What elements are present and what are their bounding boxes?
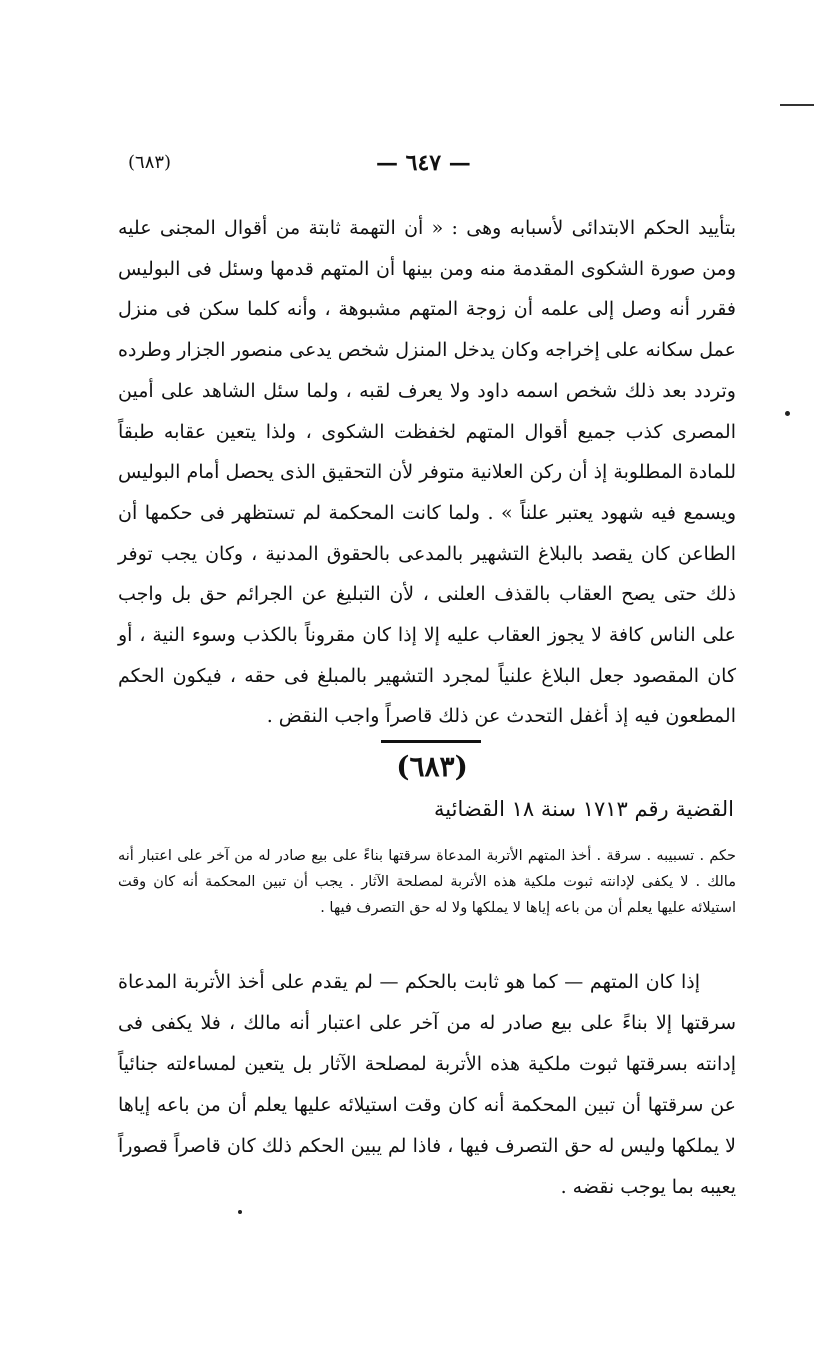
page-number: — ٦٤٧ — [376, 150, 471, 176]
case-summary: حكم . تسبيبه . سرقة . أخذ المتهم الأتربة المدعاة سرقتها بناءً على بيع صادر له من آخر على اعتبار أنه مالك . لا يكفى لإدانته ثبوت ملكية هذه الأتربة لمصلحة الآثار . يجب أن تبين المحكمة أنه كان وقت استيلائه عليها يعلم أن من باعه إياها لا يملكها ولا له حق التصرف فيها . [118, 848, 736, 916]
stray-dot [785, 411, 790, 416]
case-ruling: إذا كان المتهم — كما هو ثابت بالحكم — لم يقدم على أخذ الأتربة المدعاة سرقتها إلا بناءً على بيع صادر له من آخر على اعتبار أنه مالك ، فلا يكفى فى إدانته بسرقتها ثبوت ملكية هذه الأتربة لمصلحة الآثار بل يتعين لمساءلته جنائياً عن سرقتها أن تبين المحكمة أنه كان وقت استيلائه عليها يعلم أن من باعه إياها لا يملكها وليس له حق التصرف فيها ، فاذا لم يبين الحكم ذلك كان قاصراً قصوراً يعيبه بما يوجب نقضه . [118, 971, 736, 1198]
stray-dot [238, 1210, 242, 1214]
section-divider [381, 740, 481, 743]
case-number: (٦٨٣) [396, 750, 468, 783]
case-title: القضية رقم ١٧١٣ سنة ١٨ القضائية [434, 797, 734, 821]
continuation-paragraph: بتأييد الحكم الابتدائى لأسبابه وهى : « أن التهمة ثابتة من أقوال المجنى عليه ومن صورة الشكوى المقدمة منه ومن بينها أن المتهم قدمها وسئل فى البوليس فقرر أنه وصل إلى علمه أن زوجة المتهم مشبوهة ، وأنه كلما سكن فى منزل عمل سكانه على إخراجه وكان يدخل المنزل شخص يدعى منصور الجزار وطرده وتردد بعد ذلك شخص اسمه داود ولا يعرف لقبه ، ولما سئل الشاهد على أمين المصرى كذب جميع أقوال المتهم لخفظت الشكوى ، ولذا يتعين عقابه طبقاً للمادة المطلوبة إذ أن ركن العلانية متوفر لأن التحقيق الذى يحصل أمام البوليس ويسمع فيه شهود يعتبر علناً » . ولما كانت المحكمة لم تستظهر فى حكمها أن الطاعن كان يقصد بالبلاغ التشهير بالمدعى بالحقوق المدنية ، وكان يجب توفر ذلك حتى يصح العقاب بالقذف العلنى ، لأن التبليغ عن الجرائم حق بل واجب على الناس كافة لا يجوز العقاب عليه إلا إذا كان مقروناً بالكذب وسوء النية ، أو كان المقصود جعل البلاغ علنياً لمجرد التشهير بالمبلغ فى حقه ، فيكون الحكم المطعون فيه إذ أغفل التحدث عن ذلك قاصراً واجب النقض . [118, 217, 736, 728]
running-case-reference: (٦٨٣) [128, 152, 172, 173]
edge-mark [780, 104, 814, 106]
page-header [128, 150, 734, 184]
